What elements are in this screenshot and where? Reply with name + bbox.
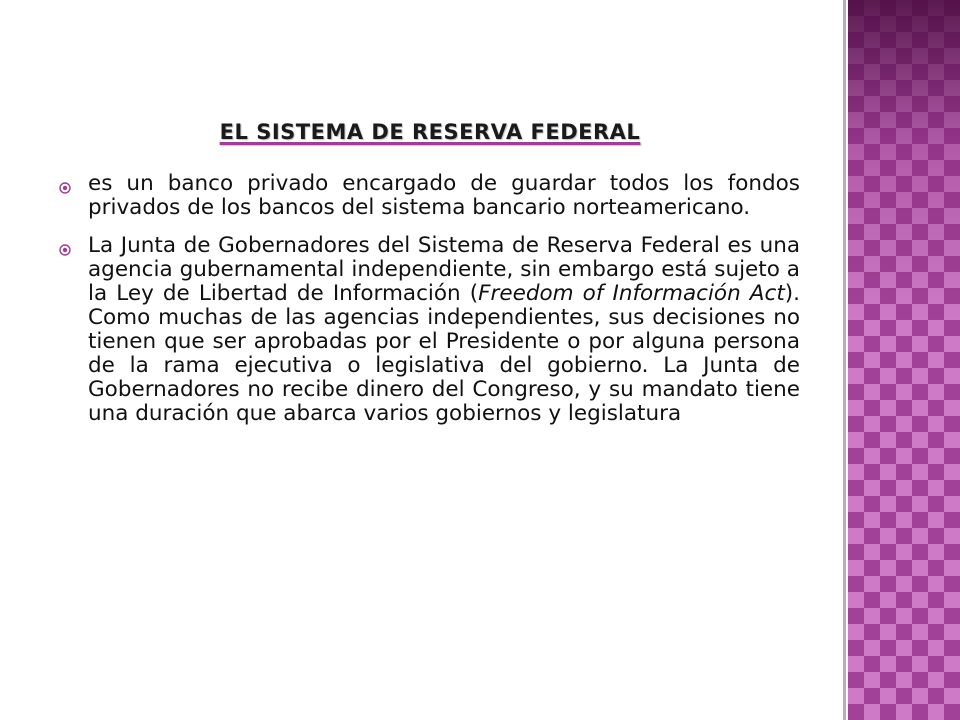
bullet-text [88, 172, 800, 220]
bullet-text-segment: La Junta de Gobernadores del Sistema de Reserva Federal es una agencia gubernamental independiente, sin embargo está sujeto a la Ley de Libertad de Información ( [88, 233, 800, 306]
bullet-text [88, 234, 800, 426]
bullet-item [56, 172, 800, 220]
bullet-item [56, 234, 800, 426]
bullet-text-segment: ). Como muchas de las agencias independientes, sus decisiones no tienen que ser aprobadas por el Presidente o por alguna persona de la rama ejecutiva o legislativa del gobierno. La Junta de Gobernadores no recibe dinero del Congreso, y su mandato tiene una duración que abarca varios gobiernos y legislatura [88, 281, 800, 426]
panel-divider-line [843, 0, 846, 720]
decorative-side-panel [848, 0, 960, 720]
bullet-text-segment: es un banco privado encargado de guardar todos los fondos privados de los bancos del sistema bancario norteamericano. [88, 171, 800, 220]
circle-dot-bullet-icon [59, 244, 71, 256]
circle-dot-bullet-icon [59, 182, 71, 194]
bullet-list [56, 172, 800, 440]
bullet-text-italic-segment: Freedom of Información Act [478, 281, 785, 306]
slide-title: EL SISTEMA DE RESERVA FEDERAL [219, 120, 641, 144]
